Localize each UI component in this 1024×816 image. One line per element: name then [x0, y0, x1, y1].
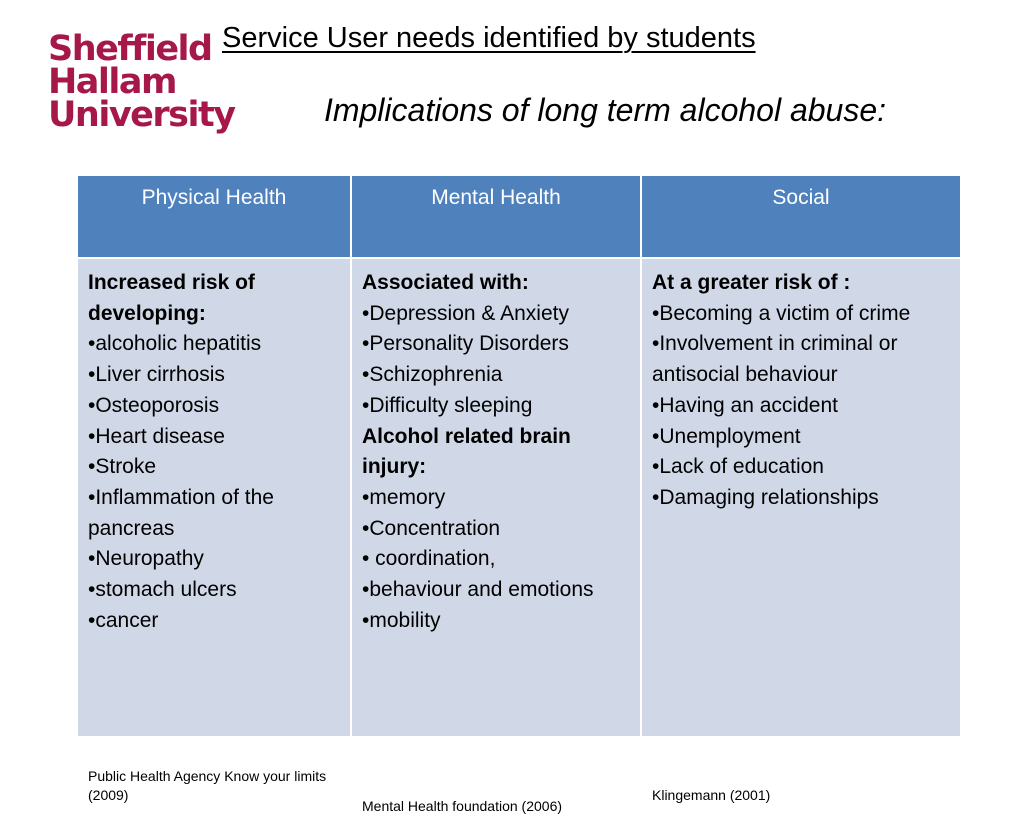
list-item: •Heart disease — [88, 424, 225, 448]
list-item: •Difficulty sleeping — [362, 393, 533, 417]
table-body-row — [77, 258, 961, 737]
list-item: •Neuropathy — [88, 547, 204, 571]
logo-line: University — [48, 95, 235, 135]
list-item: •Inflammation of the pancreas — [88, 485, 274, 540]
list-item: •Concentration — [362, 516, 501, 540]
university-logo — [48, 29, 235, 135]
list-item: •behaviour and emotions — [362, 578, 594, 602]
social-cell — [641, 258, 961, 803]
list-item: •Liver cirrhosis — [88, 363, 225, 387]
cell-heading: At a greater risk of : — [652, 271, 851, 294]
list-item: •alcoholic hepatitis — [88, 332, 262, 356]
mental-health-cell — [351, 258, 641, 814]
source-citation: Mental Health foundation (2006) — [362, 798, 563, 814]
list-item: •Having an accident — [652, 393, 838, 417]
source-citation: Public Health Agency Know your limits (2009) — [88, 768, 327, 803]
implications-table — [76, 174, 962, 814]
list-item: •Lack of education — [652, 455, 824, 479]
source-citation: Klingemann (2001) — [652, 787, 771, 803]
header-physical-health: Physical Health — [77, 175, 351, 258]
cell-heading: Associated with: — [362, 271, 529, 294]
list-item: •stomach ulcers — [88, 578, 237, 602]
list-item: • coordination, — [362, 547, 496, 571]
header-social: Social — [641, 175, 961, 258]
list-item: •Stroke — [88, 455, 157, 479]
list-item: •Damaging relationships — [652, 485, 879, 509]
logo-line: Sheffield — [48, 29, 212, 69]
slide-subtitle: Implications of long term alcohol abuse: — [323, 92, 887, 128]
header-mental-health: Mental Health — [351, 175, 641, 258]
list-item: •Schizophrenia — [362, 363, 503, 387]
logo-line: Hallam — [48, 62, 176, 102]
list-item: •mobility — [362, 608, 441, 632]
list-item: •Involvement in criminal or antisocial behaviour — [652, 332, 898, 387]
physical-health-cell — [77, 258, 351, 803]
list-item: •cancer — [88, 608, 159, 632]
list-item: •Becoming a victim of crime — [652, 301, 911, 325]
list-item: •memory — [362, 485, 446, 509]
list-item: •Osteoporosis — [88, 393, 220, 417]
list-item: •Unemployment — [652, 424, 801, 448]
cell-heading: Increased risk of developing: — [88, 271, 255, 325]
list-item: •Personality Disorders — [362, 332, 569, 356]
slide-title: Service User needs identified by students — [222, 22, 756, 54]
cell-heading: Alcohol related brain injury: — [362, 424, 571, 479]
list-item: •Depression & Anxiety — [362, 301, 569, 325]
table-header-row — [77, 175, 961, 258]
